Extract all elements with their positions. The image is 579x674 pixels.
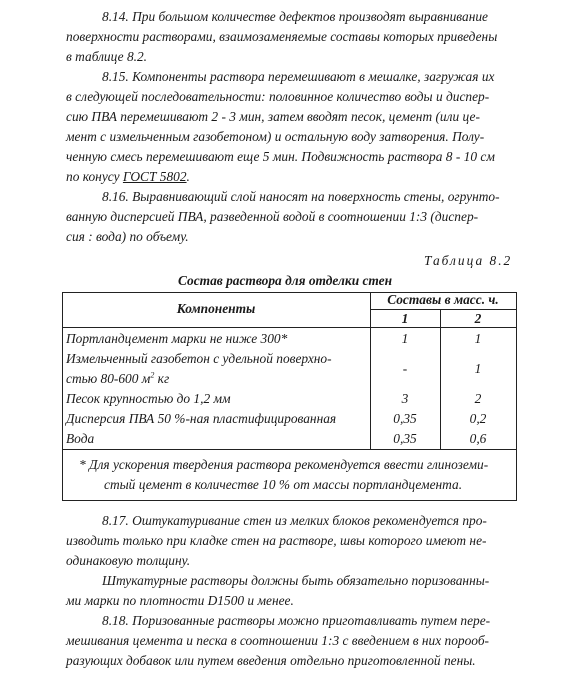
para-8-18-line: мешивания цемента и песка в соотношении 1:3 с введением в них порооб- — [66, 633, 490, 648]
table-title: Состав раствора для отделки стен — [178, 273, 393, 288]
para-8-14-line: поверхности растворами, взаимозаменяемые составы которых приведены — [66, 29, 498, 44]
para-8-15-line: 8.15. Компоненты раствора перемешивают в мешалке, загружая их — [102, 69, 495, 84]
para-plaster-line: Штукатурные растворы должны быть обязательно поризованны- — [102, 573, 490, 588]
table-row-name: Вода — [66, 431, 95, 446]
table-row-c2: 0,2 — [469, 411, 487, 426]
table-header-col1: 1 — [401, 311, 409, 326]
table-row-c1: 0,35 — [393, 431, 417, 446]
table-row-name — [66, 370, 169, 387]
para-8-17-line: изводить только при кладке стен на растворе, швы которого имеют не- — [66, 533, 487, 548]
para-plaster-line: ми марки по плотности D1500 и менее. — [66, 593, 294, 608]
table-number: Таблица 8.2 — [424, 253, 513, 268]
para-8-14-line: 8.14. При большом количестве дефектов производят выравнивание — [102, 9, 489, 24]
para-8-18-line: разующих добавок или путем введения отдельно приготовленной пены. — [66, 653, 476, 668]
para-8-16-line: 8.16. Выравнивающий слой наносят на поверхность стены, огрунто- — [102, 189, 500, 204]
table-row-c2: 2 — [474, 391, 482, 406]
para-8-15-period: . — [186, 169, 190, 184]
table-row-name-sup: 2 — [150, 370, 155, 380]
table-row-c1: 0,35 — [393, 411, 417, 426]
table-row-c1: 3 — [401, 391, 409, 406]
table-header-components: Компоненты — [176, 301, 256, 316]
para-8-15-text: по конусу — [66, 169, 123, 184]
table-row-name: Портландцемент марки не ниже 300* — [66, 331, 288, 346]
para-8-14-line: в таблице 8.2. — [66, 49, 148, 64]
table-row-c2: 0,6 — [469, 431, 487, 446]
table-footnote-line: стый цемент в количестве 10 % от массы портландцемента. — [104, 477, 463, 492]
table-footnote-line: * Для ускорения твердения раствора рекомендуется ввести глиноземи- — [79, 457, 489, 472]
para-8-17-line: 8.17. Оштукатуривание стен из мелких блоков рекомендуется про- — [102, 513, 487, 528]
para-8-17-line: одинаковую толщину. — [66, 553, 191, 568]
para-8-15-line: сию ПВА перемешивают 2 - 3 мин, затем вводят песок, цемент (или це- — [66, 109, 480, 124]
table-row-name: Дисперсия ПВА 50 %-ная пластифицированная — [66, 411, 337, 426]
table-row-c2: 1 — [474, 331, 482, 346]
table-row-name-text: стью 80-600 м — [66, 371, 151, 386]
table-row-c2: 1 — [474, 361, 482, 376]
para-8-15-line: мент с измельченным газобетоном) и остальную воду затворения. Полу- — [66, 129, 485, 144]
table-header-col2: 2 — [474, 311, 482, 326]
table-row-name: Песок крупностью до 1,2 мм — [66, 391, 231, 406]
para-8-16-line: сия : вода) по объему. — [66, 229, 189, 244]
table-row-name-unit: кг — [154, 371, 170, 386]
table-header-compositions: Составы в масс. ч. — [387, 292, 499, 307]
table-row-name: Измельченный газобетон с удельной поверхно- — [66, 351, 332, 366]
para-8-15-line — [66, 168, 190, 185]
table-row-c1: 1 — [401, 331, 409, 346]
table-row-c1: - — [402, 361, 408, 376]
para-8-15-line: ченную смесь перемешивают еще 5 мин. Подвижность раствора 8 - 10 см — [66, 149, 495, 164]
table-footnote-rule — [62, 449, 516, 450]
gost-5802-link[interactable]: ГОСТ 5802 — [122, 169, 187, 184]
para-8-16-line: ванную дисперсией ПВА, разведенной водой в соотношении 1:3 (диспер- — [66, 209, 479, 224]
table-header-rule — [62, 327, 516, 328]
para-8-15-line: в следующей последовательности: половинное количество воды и диспер- — [66, 89, 490, 104]
para-8-18-line: 8.18. Поризованные растворы можно приготавливать путем пере- — [102, 613, 491, 628]
